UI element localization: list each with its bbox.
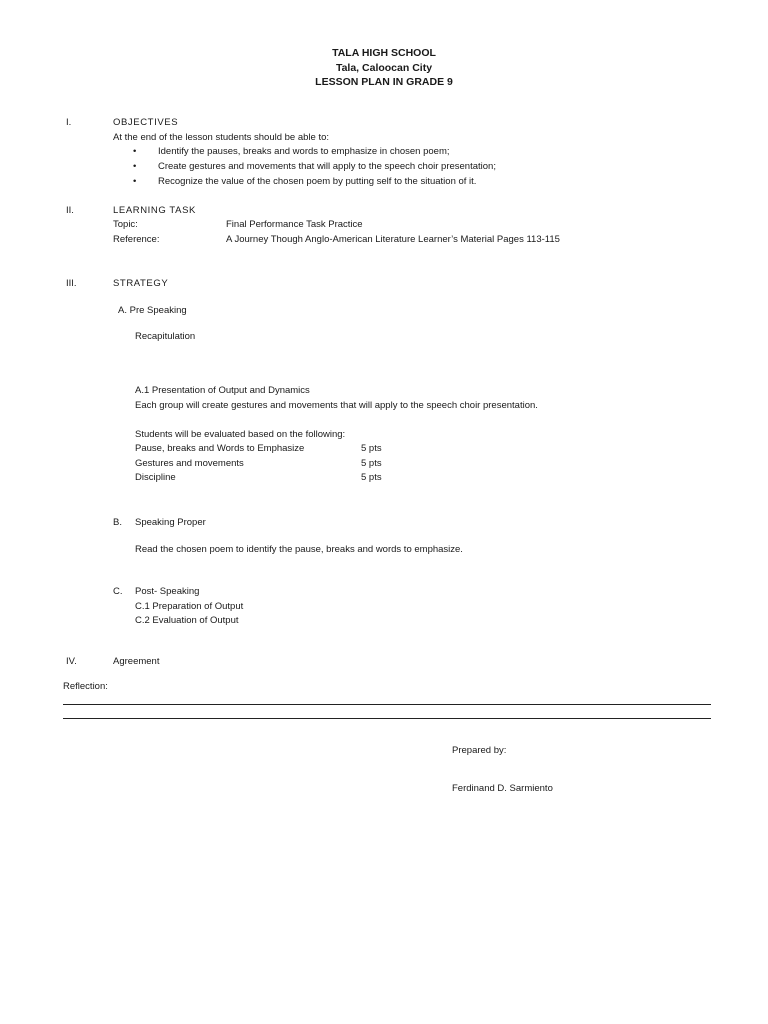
a1-heading: A.1 Presentation of Output and Dynamics — [135, 385, 310, 396]
section-numeral-objectives: I. — [66, 117, 72, 128]
section-title-agreement: Agreement — [113, 656, 160, 667]
speaking-proper-text: Read the chosen poem to identify the pause, breaks and words to emphasize. — [135, 544, 463, 555]
criteria-label: Discipline — [135, 472, 176, 483]
post-speaking-heading: Post- Speaking — [135, 586, 200, 597]
section-numeral-learning-task: II. — [66, 205, 74, 216]
bullet-icon: • — [133, 146, 137, 157]
bullet-icon: • — [133, 161, 137, 172]
criteria-points: 5 pts — [361, 472, 382, 483]
section-title-learning-task: LEARNING TASK — [113, 205, 196, 216]
objectives-intro: At the end of the lesson students should be able to: — [113, 132, 330, 143]
objective-item: Recognize the value of the chosen poem by putting self to the situation of it. — [158, 176, 477, 187]
reflection-line — [63, 718, 711, 719]
school-name: TALA HIGH SCHOOL — [332, 47, 436, 59]
section-title-strategy: STRATEGY — [113, 278, 169, 289]
pre-speaking-heading: A. Pre Speaking — [118, 305, 187, 316]
section-numeral-agreement: IV. — [66, 656, 77, 667]
plan-title: LESSON PLAN IN GRADE 9 — [315, 76, 453, 88]
c1-item: C.1 Preparation of Output — [135, 601, 244, 612]
topic-label: Topic: — [113, 219, 138, 230]
prepared-by-label: Prepared by: — [452, 745, 507, 756]
school-address: Tala, Caloocan City — [335, 61, 433, 74]
criteria-label: Pause, breaks and Words to Emphasize — [135, 443, 305, 454]
evaluation-intro: Students will be evaluated based on the following: — [135, 429, 346, 440]
document-header — [0, 46, 768, 90]
section-title-objectives: OBJECTIVES — [113, 117, 179, 128]
criteria-label: Gestures and movements — [135, 458, 244, 469]
a1-text: Each group will create gestures and movements that will apply to the speech choir presentation. — [135, 400, 538, 411]
topic-value: Final Performance Task Practice — [226, 219, 363, 230]
bullet-icon: • — [133, 176, 137, 187]
reflection-label: Reflection: — [63, 681, 108, 692]
objective-item: Create gestures and movements that will apply to the speech choir presentation; — [158, 161, 496, 172]
criteria-points: 5 pts — [361, 458, 382, 469]
reference-label: Reference: — [113, 234, 160, 245]
c-letter: C. — [113, 586, 123, 597]
objective-item: Identify the pauses, breaks and words to emphasize in chosen poem; — [158, 146, 450, 157]
preparer-name: Ferdinand D. Sarmiento — [452, 783, 553, 794]
c2-item: C.2 Evaluation of Output — [135, 615, 239, 626]
section-numeral-strategy: III. — [66, 278, 77, 289]
b-letter: B. — [113, 517, 122, 528]
recapitulation-text: Recapitulation — [135, 331, 196, 342]
criteria-points: 5 pts — [361, 443, 382, 454]
reflection-line — [63, 704, 711, 705]
reference-value: A Journey Though Anglo-American Literature Learner’s Material Pages 113-115 — [226, 234, 560, 245]
speaking-proper-heading: Speaking Proper — [135, 517, 206, 528]
